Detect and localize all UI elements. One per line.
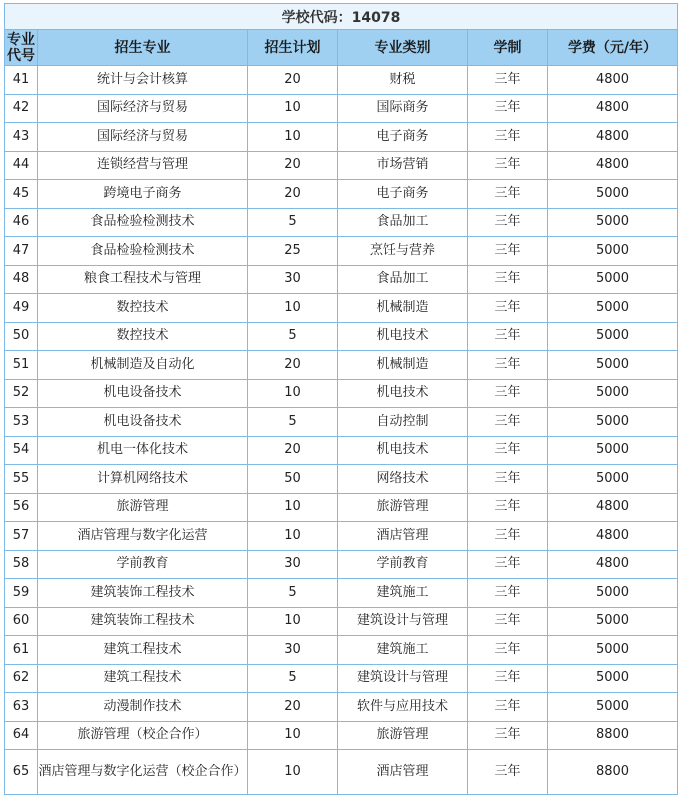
major-category-cell: 建筑施工	[338, 636, 468, 665]
enrollment-plan-cell: 10	[248, 379, 338, 408]
enrollment-plan-cell: 10	[248, 493, 338, 522]
major-category-cell: 食品加工	[338, 265, 468, 294]
major-name-cell: 机电一体化技术	[38, 436, 248, 465]
tuition-cell: 5000	[548, 180, 678, 209]
enrollment-plan-cell: 20	[248, 351, 338, 380]
tuition-cell: 5000	[548, 351, 678, 380]
header-major-code: 专业代号	[5, 30, 38, 66]
duration-cell: 三年	[468, 265, 548, 294]
table-body	[5, 66, 678, 795]
major-name-cell: 酒店管理与数字化运营	[38, 522, 248, 551]
tuition-cell: 5000	[548, 636, 678, 665]
tuition-cell: 5000	[548, 408, 678, 437]
tuition-cell: 5000	[548, 294, 678, 323]
major-category-cell: 机电技术	[338, 436, 468, 465]
duration-cell: 三年	[468, 550, 548, 579]
enrollment-plan-cell: 5	[248, 664, 338, 693]
header-enrollment-plan: 招生计划	[248, 30, 338, 66]
major-category-cell: 建筑设计与管理	[338, 664, 468, 693]
major-name-cell: 粮食工程技术与管理	[38, 265, 248, 294]
enrollment-plan-cell: 25	[248, 237, 338, 266]
major-code-cell: 54	[5, 436, 38, 465]
major-code-cell: 62	[5, 664, 38, 693]
major-name-cell: 国际经济与贸易	[38, 94, 248, 123]
major-name-cell: 数控技术	[38, 294, 248, 323]
enrollment-plan-cell: 20	[248, 180, 338, 209]
major-name-cell: 机电设备技术	[38, 379, 248, 408]
major-category-cell: 酒店管理	[338, 750, 468, 795]
table-row	[5, 750, 678, 795]
table-row	[5, 123, 678, 152]
major-name-cell: 建筑装饰工程技术	[38, 607, 248, 636]
table-row	[5, 636, 678, 665]
major-name-cell: 食品检验检测技术	[38, 237, 248, 266]
major-name-cell: 建筑工程技术	[38, 664, 248, 693]
table-row	[5, 294, 678, 323]
table-row	[5, 265, 678, 294]
tuition-cell: 5000	[548, 693, 678, 722]
enrollment-plan-cell: 20	[248, 66, 338, 95]
enrollment-plan-cell: 10	[248, 522, 338, 551]
major-code-cell: 58	[5, 550, 38, 579]
major-code-cell: 52	[5, 379, 38, 408]
major-code-cell: 61	[5, 636, 38, 665]
major-code-cell: 64	[5, 721, 38, 750]
duration-cell: 三年	[468, 636, 548, 665]
duration-cell: 三年	[468, 94, 548, 123]
duration-cell: 三年	[468, 664, 548, 693]
tuition-cell: 5000	[548, 579, 678, 608]
major-name-cell: 酒店管理与数字化运营（校企合作）	[38, 750, 248, 795]
major-code-cell: 48	[5, 265, 38, 294]
major-code-cell: 56	[5, 493, 38, 522]
major-name-cell: 计算机网络技术	[38, 465, 248, 494]
major-code-cell: 51	[5, 351, 38, 380]
major-name-cell: 连锁经营与管理	[38, 151, 248, 180]
major-category-cell: 食品加工	[338, 208, 468, 237]
major-name-cell: 机械制造及自动化	[38, 351, 248, 380]
header-major-name: 招生专业	[38, 30, 248, 66]
tuition-cell: 5000	[548, 607, 678, 636]
duration-cell: 三年	[468, 322, 548, 351]
major-name-cell: 跨境电子商务	[38, 180, 248, 209]
major-code-cell: 45	[5, 180, 38, 209]
major-category-cell: 旅游管理	[338, 493, 468, 522]
duration-cell: 三年	[468, 123, 548, 152]
school-code-row	[5, 4, 678, 30]
tuition-cell: 4800	[548, 123, 678, 152]
table-row	[5, 94, 678, 123]
tuition-cell: 5000	[548, 379, 678, 408]
major-category-cell: 机械制造	[338, 294, 468, 323]
tuition-cell: 4800	[548, 66, 678, 95]
table-row	[5, 351, 678, 380]
tuition-cell: 4800	[548, 94, 678, 123]
major-category-cell: 学前教育	[338, 550, 468, 579]
enrollment-plan-cell: 10	[248, 750, 338, 795]
major-code-cell: 49	[5, 294, 38, 323]
table-row	[5, 721, 678, 750]
admissions-table	[4, 3, 678, 795]
duration-cell: 三年	[468, 579, 548, 608]
tuition-cell: 4800	[548, 151, 678, 180]
major-name-cell: 统计与会计核算	[38, 66, 248, 95]
enrollment-plan-cell: 30	[248, 550, 338, 579]
table-row	[5, 208, 678, 237]
major-code-cell: 50	[5, 322, 38, 351]
major-name-cell: 数控技术	[38, 322, 248, 351]
major-code-cell: 53	[5, 408, 38, 437]
tuition-cell: 5000	[548, 208, 678, 237]
major-name-cell: 旅游管理	[38, 493, 248, 522]
table-row	[5, 607, 678, 636]
table-row	[5, 664, 678, 693]
major-name-cell: 学前教育	[38, 550, 248, 579]
major-category-cell: 电子商务	[338, 123, 468, 152]
duration-cell: 三年	[468, 493, 548, 522]
duration-cell: 三年	[468, 436, 548, 465]
enrollment-plan-cell: 10	[248, 721, 338, 750]
major-category-cell: 机械制造	[338, 351, 468, 380]
tuition-cell: 8800	[548, 750, 678, 795]
table-row	[5, 436, 678, 465]
school-code-title: 学校代码：14078	[5, 4, 678, 30]
table-row	[5, 408, 678, 437]
major-category-cell: 自动控制	[338, 408, 468, 437]
duration-cell: 三年	[468, 693, 548, 722]
duration-cell: 三年	[468, 351, 548, 380]
major-code-cell: 42	[5, 94, 38, 123]
tuition-cell: 5000	[548, 664, 678, 693]
tuition-cell: 5000	[548, 237, 678, 266]
enrollment-plan-cell: 5	[248, 208, 338, 237]
enrollment-plan-cell: 5	[248, 322, 338, 351]
duration-cell: 三年	[468, 522, 548, 551]
major-category-cell: 国际商务	[338, 94, 468, 123]
major-code-cell: 57	[5, 522, 38, 551]
tuition-cell: 4800	[548, 493, 678, 522]
enrollment-plan-cell: 20	[248, 693, 338, 722]
tuition-cell: 4800	[548, 522, 678, 551]
enrollment-plan-cell: 50	[248, 465, 338, 494]
duration-cell: 三年	[468, 294, 548, 323]
table-row	[5, 66, 678, 95]
major-category-cell: 财税	[338, 66, 468, 95]
major-category-cell: 机电技术	[338, 379, 468, 408]
header-major-category: 专业类别	[338, 30, 468, 66]
header-duration: 学制	[468, 30, 548, 66]
duration-cell: 三年	[468, 408, 548, 437]
admissions-table-container	[4, 3, 677, 795]
major-name-cell: 建筑装饰工程技术	[38, 579, 248, 608]
major-code-cell: 44	[5, 151, 38, 180]
major-category-cell: 酒店管理	[338, 522, 468, 551]
table-row	[5, 550, 678, 579]
table-row	[5, 379, 678, 408]
duration-cell: 三年	[468, 379, 548, 408]
duration-cell: 三年	[468, 750, 548, 795]
enrollment-plan-cell: 10	[248, 294, 338, 323]
enrollment-plan-cell: 5	[248, 408, 338, 437]
major-name-cell: 机电设备技术	[38, 408, 248, 437]
table-row	[5, 693, 678, 722]
major-category-cell: 建筑设计与管理	[338, 607, 468, 636]
enrollment-plan-cell: 20	[248, 151, 338, 180]
major-category-cell: 网络技术	[338, 465, 468, 494]
major-name-cell: 国际经济与贸易	[38, 123, 248, 152]
major-category-cell: 建筑施工	[338, 579, 468, 608]
table-row	[5, 522, 678, 551]
enrollment-plan-cell: 10	[248, 94, 338, 123]
major-code-cell: 47	[5, 237, 38, 266]
major-name-cell: 旅游管理（校企合作）	[38, 721, 248, 750]
table-row	[5, 465, 678, 494]
enrollment-plan-cell: 10	[248, 123, 338, 152]
major-category-cell: 市场营销	[338, 151, 468, 180]
duration-cell: 三年	[468, 151, 548, 180]
duration-cell: 三年	[468, 465, 548, 494]
duration-cell: 三年	[468, 607, 548, 636]
table-row	[5, 579, 678, 608]
table-row	[5, 493, 678, 522]
duration-cell: 三年	[468, 721, 548, 750]
major-code-cell: 59	[5, 579, 38, 608]
major-name-cell: 动漫制作技术	[38, 693, 248, 722]
tuition-cell: 5000	[548, 322, 678, 351]
tuition-cell: 8800	[548, 721, 678, 750]
major-code-cell: 63	[5, 693, 38, 722]
enrollment-plan-cell: 5	[248, 579, 338, 608]
tuition-cell: 5000	[548, 265, 678, 294]
major-category-cell: 软件与应用技术	[338, 693, 468, 722]
major-name-cell: 食品检验检测技术	[38, 208, 248, 237]
major-code-cell: 46	[5, 208, 38, 237]
enrollment-plan-cell: 30	[248, 265, 338, 294]
major-category-cell: 旅游管理	[338, 721, 468, 750]
duration-cell: 三年	[468, 237, 548, 266]
enrollment-plan-cell: 30	[248, 636, 338, 665]
tuition-cell: 5000	[548, 465, 678, 494]
major-category-cell: 机电技术	[338, 322, 468, 351]
major-code-cell: 65	[5, 750, 38, 795]
major-code-cell: 43	[5, 123, 38, 152]
major-name-cell: 建筑工程技术	[38, 636, 248, 665]
header-row	[5, 30, 678, 66]
major-category-cell: 电子商务	[338, 180, 468, 209]
major-category-cell: 烹饪与营养	[338, 237, 468, 266]
table-row	[5, 237, 678, 266]
table-row	[5, 151, 678, 180]
duration-cell: 三年	[468, 66, 548, 95]
major-code-cell: 41	[5, 66, 38, 95]
tuition-cell: 5000	[548, 436, 678, 465]
table-row	[5, 322, 678, 351]
duration-cell: 三年	[468, 180, 548, 209]
tuition-cell: 4800	[548, 550, 678, 579]
enrollment-plan-cell: 10	[248, 607, 338, 636]
major-code-cell: 55	[5, 465, 38, 494]
table-row	[5, 180, 678, 209]
header-tuition: 学费（元/年）	[548, 30, 678, 66]
duration-cell: 三年	[468, 208, 548, 237]
enrollment-plan-cell: 20	[248, 436, 338, 465]
major-code-cell: 60	[5, 607, 38, 636]
